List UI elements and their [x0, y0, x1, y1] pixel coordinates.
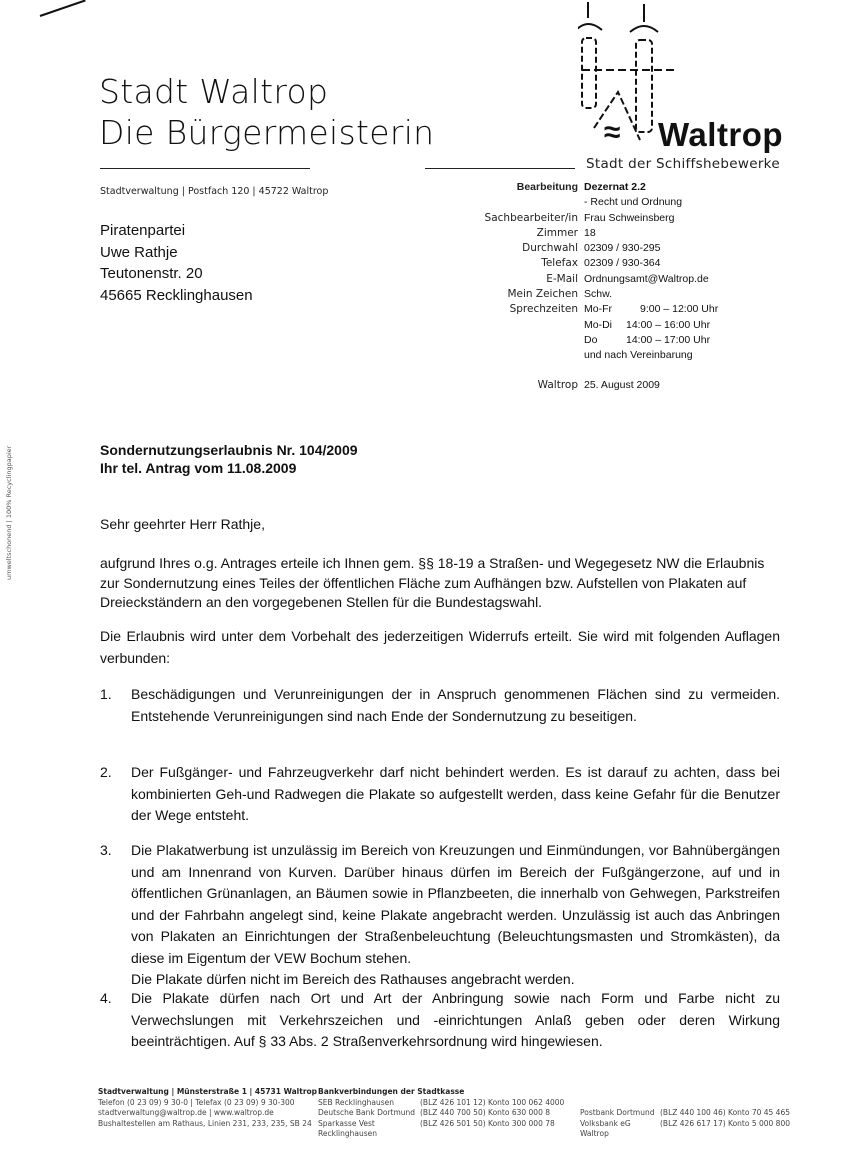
- bank-row: [580, 1119, 790, 1140]
- salutation: Sehr geehrter Herr Rathje,: [100, 516, 265, 532]
- condition-text: Der Fußgänger- und Fahrzeugverkehr darf nicht behindert werden. Es ist darauf zu achten, dass bei kombinierten Geh-und Radwegen die Plakate so aufgestellt werden, dass keine Gefahr für die Benutzer der Wege entsteht.: [131, 764, 780, 823]
- wave-symbol-icon: ≈: [604, 116, 621, 149]
- subject-request-reference: Ihr tel. Antrag vom 11.08.2009: [100, 460, 297, 476]
- letterhead-rule-left: [100, 168, 310, 169]
- bank-name: Sparkasse Vest Recklinghausen: [318, 1118, 378, 1138]
- bank-details: (BLZ 440 100 46) Konto 70 45 465: [660, 1108, 790, 1117]
- body-paragraph-permit: aufgrund Ihres o.g. Antrages erteile ich Ihnen gem. §§ 18-19 a Straßen- und Wegegesetz NW die Erlaubnis zur Sondernutzung eines Teiles der öffentlichen Fläche zum Aufhängen bzw. Aufstellen von Plakaten auf Dreieckständern an den vorgegebenen Stellen für die Bundestagswahl.: [100, 555, 765, 610]
- footer-address-heading: Stadtverwaltung | Münsterstraße 1 | 45731 Waltrop: [98, 1087, 318, 1096]
- contact-email-link[interactable]: Ordnungsamt@Waltrop.de: [584, 272, 709, 285]
- hours-time: 9:00 – 12:00 Uhr: [640, 303, 719, 316]
- contact-row-department-sub: [470, 195, 760, 210]
- office-hours: [584, 302, 718, 363]
- subject-permit-number: Sondernutzungserlaubnis Nr. 104/2009: [100, 442, 358, 458]
- office-hours-row: [584, 333, 718, 348]
- contact-label: Telefax: [541, 257, 578, 270]
- contact-label: E-Mail: [546, 272, 578, 285]
- bank-row: [318, 1098, 564, 1109]
- letterhead-title-office: Die Bürgermeisterin: [99, 113, 435, 152]
- office-hours-row: [584, 302, 718, 317]
- recipient-address: [100, 220, 253, 306]
- contact-row-fax: [470, 256, 760, 271]
- bank-name: SEB Recklinghausen: [318, 1097, 395, 1107]
- hours-time: 14:00 – 17:00 Uhr: [626, 333, 711, 346]
- condition-text: Beschädigungen und Verunreinigungen der in Anspruch genommenen Flächen sind zu vermeiden. Entstehende Verunreinigungen sind nach Ende der Sondernutzung zu beseitigen.: [131, 686, 780, 724]
- bank-name: Deutsche Bank Dortmund: [318, 1108, 416, 1117]
- contact-row-email: [470, 272, 760, 287]
- contact-label: Durchwahl: [522, 242, 578, 255]
- contact-value: 02309 / 930-364: [584, 257, 661, 270]
- logo-subtitle: Stadt der Schiffshebewerke: [586, 156, 780, 172]
- contact-row-hours: [470, 302, 760, 363]
- bank-details: (BLZ 426 501 50) Konto 300 000 78: [420, 1118, 555, 1128]
- bank-name: Volksbank eG Waltrop: [580, 1118, 631, 1138]
- contact-value: Dezernat 2.2: [584, 181, 646, 193]
- bank-row: [318, 1119, 564, 1140]
- condition-text: Die Plakatwerbung ist unzulässig im Bereich von Kreuzungen und Einmündungen, vor Bahnübergängen und am Innenrand von Kurven. Darüber hinaus dürfen im Bereich der Fußgängerzone, auf und in öffentlichen Grünanlagen, an Bäumen sowie in Pflanzbeeten, die innerhalb von Gehwegen, Parkstreifen und der Fahrbahn angelegt sind, keine Plakate angebracht werden. Unzulässig ist auch das Anbringen von Plakaten an Einrichtungen der Straßenbeleuchtung (Beleuchtungsmasten und Stromkästen), da diese im Eigentum der VEW Bochum stehen.: [131, 842, 780, 966]
- letterhead-title-city: Stadt Waltrop: [99, 72, 329, 111]
- condition-item-2: [100, 762, 780, 827]
- letterhead-rule-right: [425, 168, 575, 169]
- condition-number: 4.: [100, 990, 112, 1006]
- sender-return-address: Stadtverwaltung | Postfach 120 | 45722 Waltrop: [100, 186, 329, 197]
- bank-details: (BLZ 440 700 50) Konto 630 000 8: [420, 1108, 550, 1117]
- office-hours-row: [584, 318, 718, 333]
- contact-row-department: [470, 180, 760, 195]
- contact-row-room: [470, 226, 760, 241]
- condition-number: 1.: [100, 686, 112, 702]
- condition-text-block: [131, 840, 780, 991]
- recipient-name: Uwe Rathje: [100, 243, 178, 261]
- contact-value: - Recht und Ordnung: [584, 196, 683, 209]
- recipient-organization: Piratenpartei: [100, 222, 186, 239]
- scan-pen-mark: [40, 0, 86, 17]
- condition-item-1: [100, 684, 780, 727]
- body-paragraph-conditions-intro: Die Erlaubnis wird unter dem Vorbehalt des jederzeitigen Widerrufs erteilt. Sie wird mit folgenden Auflagen verbunden:: [100, 628, 780, 666]
- contact-label: Sachbearbeiter/in: [484, 211, 578, 224]
- footer-banks: [318, 1087, 564, 1140]
- hours-days: Mo-Di: [584, 318, 612, 331]
- hours-days: Do: [584, 333, 598, 346]
- contact-label: Mein Zeichen: [507, 288, 578, 301]
- condition-text: Die Plakate dürfen nach Ort und Art der Anbringung sowie nach Form und Farbe nicht zu Verwechslungen mit Verkehrszeichen und -einrichtungen Anlaß geben oder deren Wirkung beeinträchtigen. Auf § 33 Abs. 2 Straßenverkehrsordnung wird hingewiesen.: [131, 990, 780, 1049]
- bank-details: (BLZ 426 617 17) Konto 5 000 800: [660, 1118, 790, 1128]
- bank-row: [318, 1108, 564, 1119]
- footer-bus-stops: Bushaltestellen am Rathaus, Linien 231, 233, 235, SB 24: [98, 1118, 312, 1128]
- bank-details: (BLZ 426 101 12) Konto 100 062 4000: [420, 1097, 565, 1107]
- contact-value: 02309 / 930-295: [584, 242, 661, 255]
- footer-web[interactable]: stadtverwaltung@waltrop.de | www.waltrop.de: [98, 1108, 274, 1117]
- recipient-street: Teutonenstr. 20: [100, 265, 203, 282]
- contact-info-block: [470, 180, 760, 393]
- hours-time: 14:00 – 16:00 Uhr: [626, 318, 711, 331]
- recycled-paper-text: umweltschonend | 100% Recyclingpapier: [5, 445, 13, 580]
- bank-name: Postbank Dortmund: [580, 1108, 655, 1117]
- condition-number: 2.: [100, 764, 112, 780]
- condition-text-extra: Die Plakate dürfen nicht im Bereich des Rathauses angebracht werden.: [131, 971, 575, 987]
- contact-label: Sprechzeiten: [509, 303, 578, 316]
- bank-row: [580, 1108, 790, 1119]
- recipient-city: 45665 Recklinghausen: [100, 286, 253, 304]
- contact-row-phone: [470, 241, 760, 256]
- hours-days: Mo-Fr: [584, 303, 612, 316]
- contact-value: 18: [584, 226, 596, 239]
- recycled-paper-note: [5, 440, 19, 580]
- letter-subject: [100, 441, 358, 477]
- contact-row-reference: [470, 287, 760, 302]
- contact-value: Schw.: [584, 288, 613, 301]
- footer-banks-col2: [580, 1108, 790, 1140]
- hours-note: und nach Vereinbarung: [584, 349, 693, 362]
- contact-label: Bearbeitung: [516, 181, 578, 193]
- condition-item-4: [100, 988, 780, 1053]
- date-place: Waltrop: [537, 378, 578, 391]
- contact-row-clerk: [470, 211, 760, 226]
- contact-label: [470, 195, 584, 210]
- condition-item-3: [100, 840, 780, 991]
- contact-label: Zimmer: [536, 226, 578, 239]
- footer-phone: Telefon (0 23 09) 9 30-0 | Telefax (0 23 09) 9 30-300: [98, 1097, 295, 1107]
- letter-date: 25. August 2009: [584, 378, 660, 391]
- contact-row-date: [470, 378, 760, 393]
- condition-number: 3.: [100, 842, 112, 858]
- contact-value: Frau Schweinsberg: [584, 211, 675, 224]
- footer-address: [98, 1087, 317, 1129]
- logo-wordmark: Waltrop: [658, 116, 784, 153]
- footer-bank-heading: Bankverbindungen der Stadtkasse: [318, 1087, 465, 1096]
